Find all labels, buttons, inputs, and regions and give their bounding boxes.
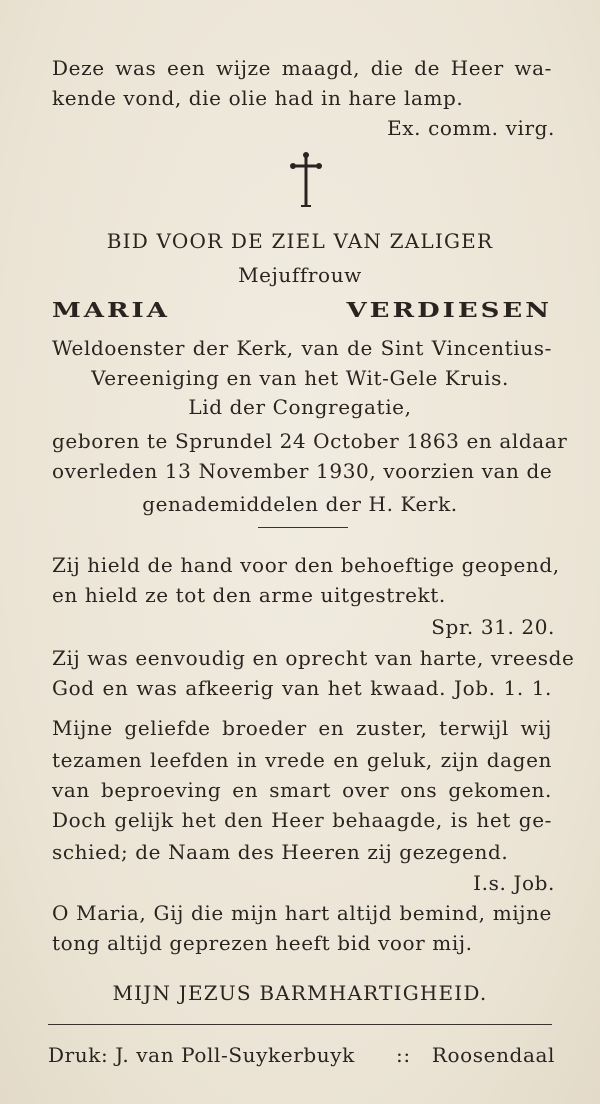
verse-3-line-1: Mijne geliefde broeder en zuster, terwijl wij	[52, 716, 552, 740]
verse-3-line-4: Doch gelijk het den Heer behaagde, is het ge-	[52, 808, 552, 832]
verse-3-source: I.s. Job.	[473, 871, 555, 895]
verse-1-source: Spr. 31. 20.	[431, 615, 555, 639]
verse-1-line-2: en hield ze tot den arme uitgestrekt.	[52, 583, 446, 607]
closing-invocation: MIJN JEZUS BARMHARTIGHEID.	[112, 981, 488, 1005]
verse-1-line-1: Zij hield de hand voor den behoeftige geopend,	[52, 553, 560, 577]
printer-city: Roosendaal	[431, 1043, 555, 1067]
divider	[258, 527, 348, 528]
bio-line-4: geboren te Sprundel 24 October 1863 en aldaar	[52, 429, 568, 453]
bio-line-3: Lid der Congregatie,	[188, 395, 412, 419]
verse-3-line-3: van beproeving en smart over ons gekomen.	[52, 778, 552, 802]
deceased-name: MARIA VERDIESEN	[52, 299, 552, 323]
bio-line-1: Weldoenster der Kerk, van de Sint Vincentius-	[52, 336, 552, 360]
printer-name: Druk: J. van Poll-Suykerbuyk	[48, 1043, 355, 1067]
prayer-heading: BID VOOR DE ZIEL VAN ZALIGER	[106, 229, 494, 253]
bio-line-6: genademiddelen der H. Kerk.	[142, 492, 458, 516]
epigraph-line-2: kende vond, die olie had in hare lamp.	[52, 86, 464, 110]
verse-4-line-1: O Maria, Gij die mijn hart altijd bemind, mijne	[52, 901, 552, 925]
cross-icon	[290, 152, 322, 208]
footer-separator: ::	[396, 1043, 411, 1067]
epigraph-source: Ex. comm. virg.	[387, 116, 555, 140]
epigraph-line-1: Deze was een wijze maagd, die de Heer wa-	[52, 56, 552, 80]
verse-4-line-2: tong altijd geprezen heeft bid voor mij.	[52, 931, 473, 955]
bio-line-5: overleden 13 November 1930, voorzien van de	[52, 459, 553, 483]
footer-rule	[48, 1024, 552, 1025]
verse-2-line-1: Zij was eenvoudig en oprecht van harte, vreesde	[52, 646, 575, 670]
verse-2-line-2: God en was afkeerig van het kwaad. Job. 1. 1.	[52, 676, 552, 700]
verse-3-line-2: tezamen leefden in vrede en geluk, zijn dagen	[52, 748, 552, 772]
bio-line-2: Vereeniging en van het Wit-Gele Kruis.	[91, 366, 509, 390]
honorific: Mejuffrouw	[238, 263, 362, 287]
verse-3-line-5: schied; de Naam des Heeren zij gezegend.	[52, 840, 509, 864]
